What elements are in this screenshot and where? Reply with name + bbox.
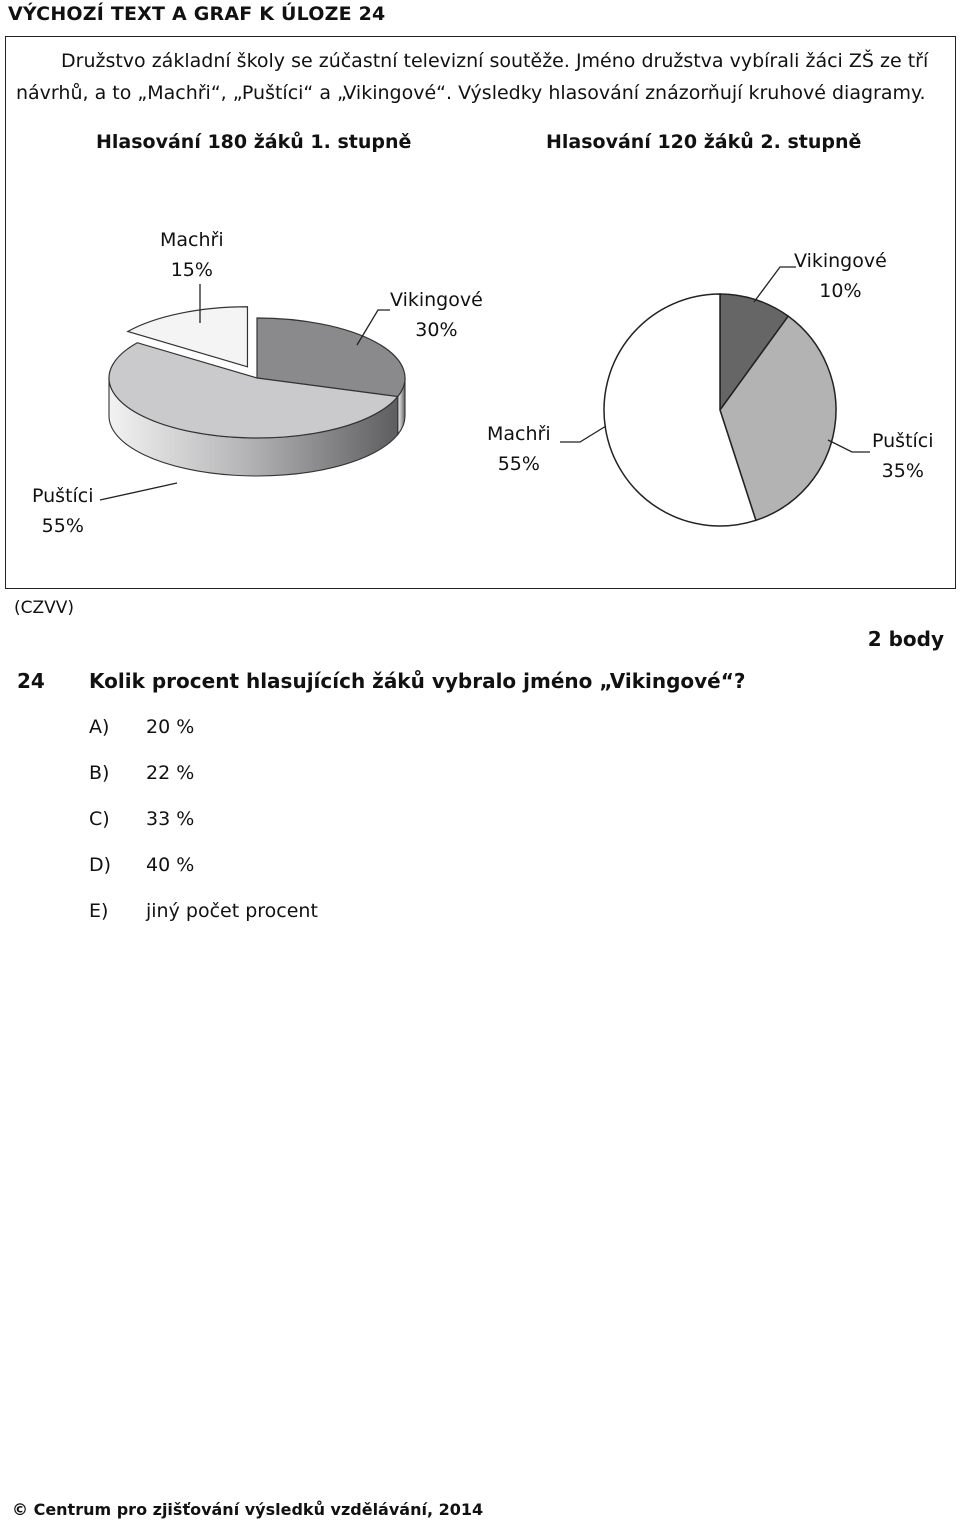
label-pustici-1: Puštíci 55%: [32, 485, 94, 537]
label-machri-1: Machři 15%: [160, 229, 224, 281]
option-letter: E): [89, 900, 109, 922]
option-e[interactable]: [89, 900, 318, 922]
leader-machri-2: [560, 426, 606, 442]
option-letter: B): [89, 762, 110, 784]
question-text: Kolik procent hlasujících žáků vybralo jméno „Vikingové“?: [89, 669, 746, 693]
copyright-footer: © Centrum pro zjišťování výsledků vzdělávání, 2014: [12, 1500, 484, 1519]
option-letter: A): [89, 716, 110, 738]
leader-vikingove-2: [754, 267, 796, 302]
label-pustici-2: Puštíci 35%: [872, 430, 934, 482]
option-text: 22 %: [146, 762, 195, 784]
option-d[interactable]: [89, 854, 194, 876]
intro-text: Družstvo základní školy se zúčastní televizní soutěže. Jméno družstva vybírali žáci ZŠ ze tří návrhů, a to „Machři“, „Puštíci“ a „Vikingové“. Výsledky hlasování znázorňují kruhové diagramy.: [16, 50, 929, 104]
chart-title-2: Hlasování 120 žáků 2. stupně: [546, 131, 862, 153]
option-text: jiný počet procent: [146, 900, 318, 922]
question-number: 24: [17, 669, 45, 693]
pie-chart-1: [109, 307, 405, 476]
section-heading: VÝCHOZÍ TEXT A GRAF K ÚLOZE 24: [8, 3, 386, 25]
leader-pustici-2: [828, 440, 870, 452]
source-note: (CZVV): [14, 598, 75, 618]
option-b[interactable]: [89, 762, 194, 784]
option-text: 20 %: [146, 716, 195, 738]
option-a[interactable]: [89, 716, 194, 738]
option-letter: D): [89, 854, 112, 876]
option-text: 40 %: [146, 854, 195, 876]
label-machri-2: Machři 55%: [487, 423, 551, 475]
points-badge: 2 body: [867, 627, 944, 651]
option-text: 33 %: [146, 808, 195, 830]
pie-chart-2: [604, 294, 836, 526]
option-c[interactable]: [89, 808, 194, 830]
label-vikingove-2: Vikingové 10%: [794, 250, 887, 302]
leader-pustici-1: [100, 483, 177, 500]
label-vikingove-1: Vikingové 30%: [390, 289, 483, 341]
option-letter: C): [89, 808, 110, 830]
chart-title-1: Hlasování 180 žáků 1. stupně: [96, 131, 412, 153]
